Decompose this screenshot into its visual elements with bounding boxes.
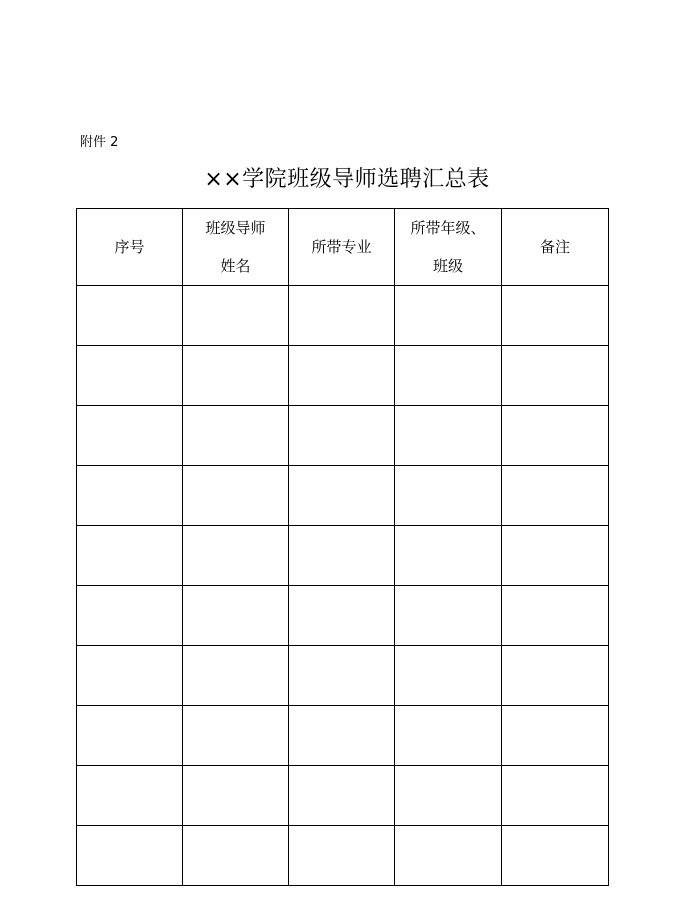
table-row bbox=[77, 706, 609, 766]
table-cell[interactable] bbox=[77, 346, 183, 406]
table-cell[interactable] bbox=[77, 766, 183, 826]
table-row bbox=[77, 766, 609, 826]
header-text: 班级导师 bbox=[205, 219, 266, 237]
table-cell[interactable] bbox=[77, 826, 183, 886]
table-cell[interactable] bbox=[395, 646, 502, 706]
table-row bbox=[77, 526, 609, 586]
table-cell[interactable] bbox=[502, 466, 609, 526]
table-cell[interactable] bbox=[502, 406, 609, 466]
header-text: 班级 bbox=[432, 257, 463, 275]
table-cell[interactable] bbox=[183, 526, 289, 586]
table-cell[interactable] bbox=[183, 826, 289, 886]
table-cell[interactable] bbox=[183, 406, 289, 466]
table-cell[interactable] bbox=[289, 586, 395, 646]
table-row bbox=[77, 346, 609, 406]
header-mentor-name bbox=[183, 209, 289, 286]
header-text: 所带年级、 bbox=[410, 219, 486, 237]
document-title: ××学院班级导师选聘汇总表 bbox=[204, 167, 490, 192]
table-cell[interactable] bbox=[183, 766, 289, 826]
table-cell[interactable] bbox=[77, 466, 183, 526]
header-remarks bbox=[502, 209, 609, 286]
table-cell[interactable] bbox=[289, 706, 395, 766]
table-cell[interactable] bbox=[77, 706, 183, 766]
table-cell[interactable] bbox=[395, 466, 502, 526]
table-cell[interactable] bbox=[395, 346, 502, 406]
header-text: 备注 bbox=[539, 238, 570, 256]
table-cell[interactable] bbox=[289, 646, 395, 706]
table-cell[interactable] bbox=[502, 526, 609, 586]
table-cell[interactable] bbox=[395, 706, 502, 766]
table-cell[interactable] bbox=[395, 766, 502, 826]
table-cell[interactable] bbox=[289, 406, 395, 466]
table-cell[interactable] bbox=[395, 526, 502, 586]
table-row bbox=[77, 286, 609, 346]
table-cell[interactable] bbox=[77, 586, 183, 646]
table-row bbox=[77, 466, 609, 526]
header-text: 所带专业 bbox=[311, 238, 372, 256]
table-cell[interactable] bbox=[289, 286, 395, 346]
table-cell[interactable] bbox=[183, 346, 289, 406]
header-text: 序号 bbox=[114, 238, 145, 256]
table-cell[interactable] bbox=[395, 406, 502, 466]
table-cell[interactable] bbox=[502, 766, 609, 826]
table-cell[interactable] bbox=[289, 526, 395, 586]
table-cell[interactable] bbox=[395, 826, 502, 886]
table-cell[interactable] bbox=[183, 286, 289, 346]
table-cell[interactable] bbox=[502, 286, 609, 346]
header-grade-class bbox=[395, 209, 502, 286]
header-serial-number bbox=[77, 209, 183, 286]
table-row bbox=[77, 646, 609, 706]
table-cell[interactable] bbox=[502, 646, 609, 706]
header-major bbox=[289, 209, 395, 286]
table-cell[interactable] bbox=[77, 526, 183, 586]
table-row bbox=[77, 586, 609, 646]
table-row bbox=[77, 406, 609, 466]
table-cell[interactable] bbox=[77, 406, 183, 466]
table-cell[interactable] bbox=[395, 586, 502, 646]
table-header-row bbox=[77, 209, 609, 286]
table-cell[interactable] bbox=[502, 706, 609, 766]
attachment-label: 附件 2 bbox=[80, 135, 119, 150]
table-cell[interactable] bbox=[289, 766, 395, 826]
table-cell[interactable] bbox=[289, 346, 395, 406]
table-cell[interactable] bbox=[289, 466, 395, 526]
table-cell[interactable] bbox=[289, 826, 395, 886]
header-text: 姓名 bbox=[220, 257, 251, 275]
table-cell[interactable] bbox=[502, 346, 609, 406]
table-cell[interactable] bbox=[395, 286, 502, 346]
summary-table bbox=[76, 208, 609, 886]
table-cell[interactable] bbox=[183, 706, 289, 766]
table-cell[interactable] bbox=[77, 646, 183, 706]
table-cell[interactable] bbox=[183, 466, 289, 526]
table-row bbox=[77, 826, 609, 886]
table-cell[interactable] bbox=[183, 646, 289, 706]
table-cell[interactable] bbox=[502, 586, 609, 646]
table-cell[interactable] bbox=[502, 826, 609, 886]
table-cell[interactable] bbox=[77, 286, 183, 346]
table-cell[interactable] bbox=[183, 586, 289, 646]
